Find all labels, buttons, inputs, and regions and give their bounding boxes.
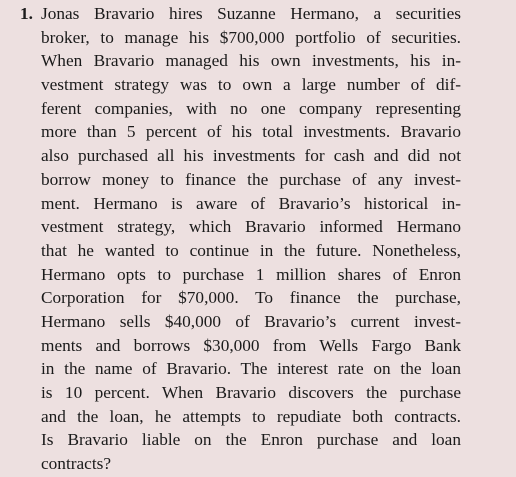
question-number: 1. xyxy=(20,4,33,23)
question-block xyxy=(20,2,461,476)
question-line: and the loan, he attempts to repudiate both contracts. xyxy=(41,406,461,426)
question-line: Hermano opts to purchase 1 million shares of Enron xyxy=(41,264,461,284)
question-line: vestment strategy, which Bravario informed Hermano xyxy=(41,217,461,237)
question-line: Is Bravario liable on the Enron purchase and loan xyxy=(41,430,461,450)
question-line: contracts? xyxy=(41,454,112,474)
question-line: Jonas Bravario hires Suzanne Hermano, a securities xyxy=(41,4,461,23)
question-line: that he wanted to continue in the future. Nonetheless, xyxy=(41,240,461,260)
question-line: ferent companies, with no one company representing xyxy=(41,98,461,118)
question-line: vestment strategy was to own a large number of dif- xyxy=(41,75,461,95)
question-line: in the name of Bravario. The interest rate on the loan xyxy=(41,359,461,379)
question-line: more than 5 percent of his total investments. Bravario xyxy=(41,122,461,142)
question-line: Hermano sells $40,000 of Bravario’s current invest- xyxy=(41,311,461,331)
question-line: also purchased all his investments for cash and did not xyxy=(41,146,461,166)
question-line: borrow money to finance the purchase of any invest- xyxy=(41,169,461,189)
question-line: ments and borrows $30,000 from Wells Fargo Bank xyxy=(41,335,461,355)
question-line: is 10 percent. When Bravario discovers the purchase xyxy=(41,383,461,402)
question-line: When Bravario managed his own investments, his in- xyxy=(41,51,461,71)
question-line: Corporation for $70,000. To finance the purchase, xyxy=(41,288,461,308)
question-line: ment. Hermano is aware of Bravario’s historical in- xyxy=(41,193,461,213)
question-line: broker, to manage his $700,000 portfolio of securities. xyxy=(41,27,461,47)
